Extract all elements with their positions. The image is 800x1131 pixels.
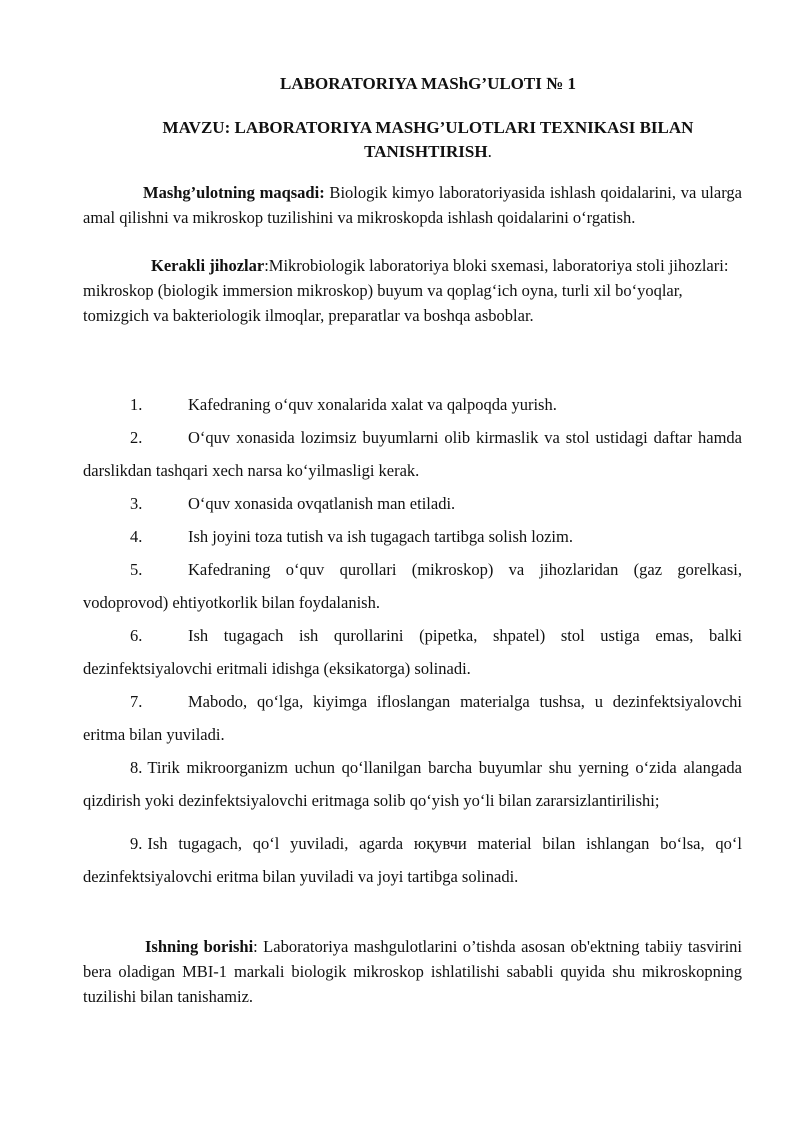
rules-list <box>83 388 742 893</box>
spacer <box>83 817 742 827</box>
list-item <box>83 487 742 520</box>
list-item-number: 1. <box>130 395 143 414</box>
list-item-text: Kafedraning o‘quv qurollari (mikroskop) va jihozlaridan (gaz gorelkasi, vodoprovod) ehtiyotkorlik bilan foydalanish. <box>83 560 742 612</box>
list-item <box>83 827 742 893</box>
list-item-number: 9. <box>130 834 143 853</box>
list-item-text: Tirik mikroorganizm uchun qo‘llanilgan barcha buyumlar shu yerning o‘zida alangada qizdirish yoki dezinfektsiyalovchi eritmaga solib qo‘yish yo‘li bilan zararsizlantirilishi; <box>83 758 742 810</box>
list-item <box>83 388 742 421</box>
list-item-text: Ish tugagach, qo‘l yuviladi, agarda юқувчи material bilan ishlangan bo‘lsa, qo‘l dezinfektsiyalovchi eritma bilan yuviladi va joyi tartibga solinadi. <box>83 834 742 886</box>
list-item-number: 6. <box>130 626 143 645</box>
list-item-text: Mabodo, qo‘lga, kiyimga ifloslangan materialga tushsa, u dezinfektsiyalovchi eritma bilan yuviladi. <box>83 692 742 744</box>
list-item-number: 3. <box>130 494 143 513</box>
topic-line-1: MAVZU: LABORATORIYA MASHG’ULOTLARI TEXNIKASI BILAN <box>162 118 694 137</box>
topic-dot: . <box>487 142 492 161</box>
document-title: LABORATORIYA MAShG’ULOTI № 1 <box>280 74 576 93</box>
list-item-text: O‘quv xonasida lozimsiz buyumlarni olib kirmaslik va stol ustidagi daftar hamda darslikdan tashqari xech narsa ko‘yilmasligi kerak. <box>83 428 742 480</box>
equipment-text: :Mikrobiologik laboratoriya bloki sxemasi, laboratoriya stoli jihozlari: mikroskop (biologik immersion mikroskop) buyum va qoplag‘ich oyna, turli xil bo‘yoqlar, tomizgich va bakteriologik ilmoqlar, preparatlar va boshqa asboblar. <box>83 256 729 325</box>
list-item-text: O‘quv xonasida ovqatlanish man etiladi. <box>188 494 456 513</box>
list-item <box>83 619 742 685</box>
list-item-text: Kafedraning o‘quv xonalarida xalat va qalpoqda yurish. <box>188 395 557 414</box>
list-item-number: 5. <box>130 560 143 579</box>
list-item-number: 4. <box>130 527 143 546</box>
list-item-number: 7. <box>130 692 143 711</box>
topic-heading <box>90 116 766 164</box>
list-item-text: Ish tugagach ish qurollarini (pipetka, shpatel) stol ustiga emas, balki dezinfektsiyalovchi eritmali idishga (eksikatorga) solinadi. <box>83 626 742 678</box>
procedure-label: Ishning borishi <box>145 937 254 956</box>
list-item-text: Ish joyini toza tutish va ish tugagach tartibga solish lozim. <box>188 527 573 546</box>
list-item <box>83 553 742 619</box>
procedure-text: : Laboratoriya mashgulotlarini o’tishda asosan ob'ektning tabiiy tasvirini bera oladigan MBI-1 markali biologik mikroskop ishlatilishi sababli quyida shu mikroskopning tuzilishi bilan tanishamiz. <box>83 937 742 1006</box>
list-item <box>83 751 742 817</box>
procedure-paragraph <box>83 934 742 1009</box>
list-item-number: 8. <box>130 758 143 777</box>
list-item <box>83 421 742 487</box>
topic-line-2: TANISHTIRISH <box>364 142 488 161</box>
list-item <box>83 685 742 751</box>
equipment-paragraph <box>83 253 743 328</box>
objective-text: Biologik kimyo laboratoriyasida ishlash qoidalarini, va ularga amal qilishni va mikroskop tuzilishini va mikroskopda ishlash qoidalarini o‘rgatish. <box>83 183 742 227</box>
objective-label: Mashg’ulotning maqsadi: <box>143 183 325 202</box>
list-item <box>83 520 742 553</box>
equipment-label: Kerakli jihozlar <box>151 256 265 275</box>
objective-paragraph <box>83 180 742 230</box>
list-item-number: 2. <box>130 428 143 447</box>
